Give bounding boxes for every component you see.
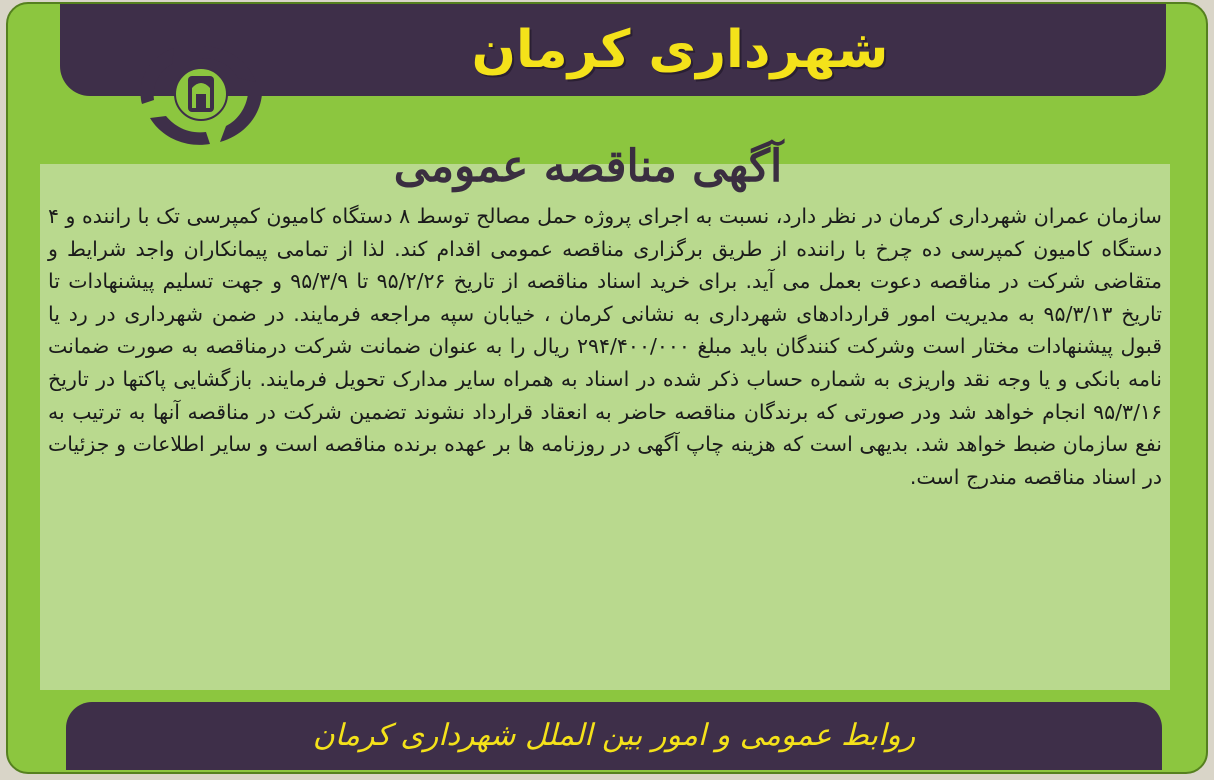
notice-title: آگهی مناقصه عمومی: [393, 141, 783, 192]
notice-page: [6, 2, 1208, 774]
footer-text: روابط عمومی و امور بین الملل شهرداری کرمان: [312, 718, 916, 753]
notice-body: سازمان عمران شهرداری کرمان در نظر دارد، نسبت به اجرای پروژه حمل مصالح توسط ۸ دستگاه کامیون کمپرسی تک با راننده و ۴ دستگاه کامیون کمپرسی ده چرخ با راننده از طریق برگزاری مناقصه عمومی اقدام کند. لذا از تمامی پیمانکاران واجد شرایط و متقاضی شرکت در مناقصه دعوت بعمل می آید. برای خرید اسناد مناقصه از تاریخ ۹۵/۲/۲۶ تا ۹۵/۳/۹ و جهت تسلیم پیشنهادات تا تاریخ ۹۵/۳/۱۳ به مدیریت امور قراردادهای شهرداری به نشانی کرمان ، خیابان سپه مراجعه فرمایند. در ضمن شهرداری در رد یا قبول پیشنهادات مختار است وشرکت کنندگان باید مبلغ ۲۹۴/۴۰۰/۰۰۰ ریال را به عنوان ضمانت شرکت درمناقصه به صورت ضمانت نامه بانکی و یا وجه نقد واریزی به شماره حساب ذکر شده در اسناد به همراه سایر مدارک تحویل فرمایند. بازگشایی پاکتها در تاریخ ۹۵/۳/۱۶ انجام خواهد شد ودر صورتی که برندگان مناقصه حاضر به انعقاد قرارداد نشوند تضمین شرکت در مناقصه آنها به ترتیب به نفع سازمان ضبط خواهد شد. بدیهی است که هزینه چاپ آگهی در روزنامه ها بر عهده برنده مناقصه است و سایر اطلاعات و جزئیات در اسناد مناقصه مندرج است.: [48, 204, 1163, 489]
footer-band: [66, 702, 1162, 770]
kerman-municipality-logo-icon: [126, 38, 276, 148]
header-title: شهرداری کرمان: [471, 20, 889, 80]
